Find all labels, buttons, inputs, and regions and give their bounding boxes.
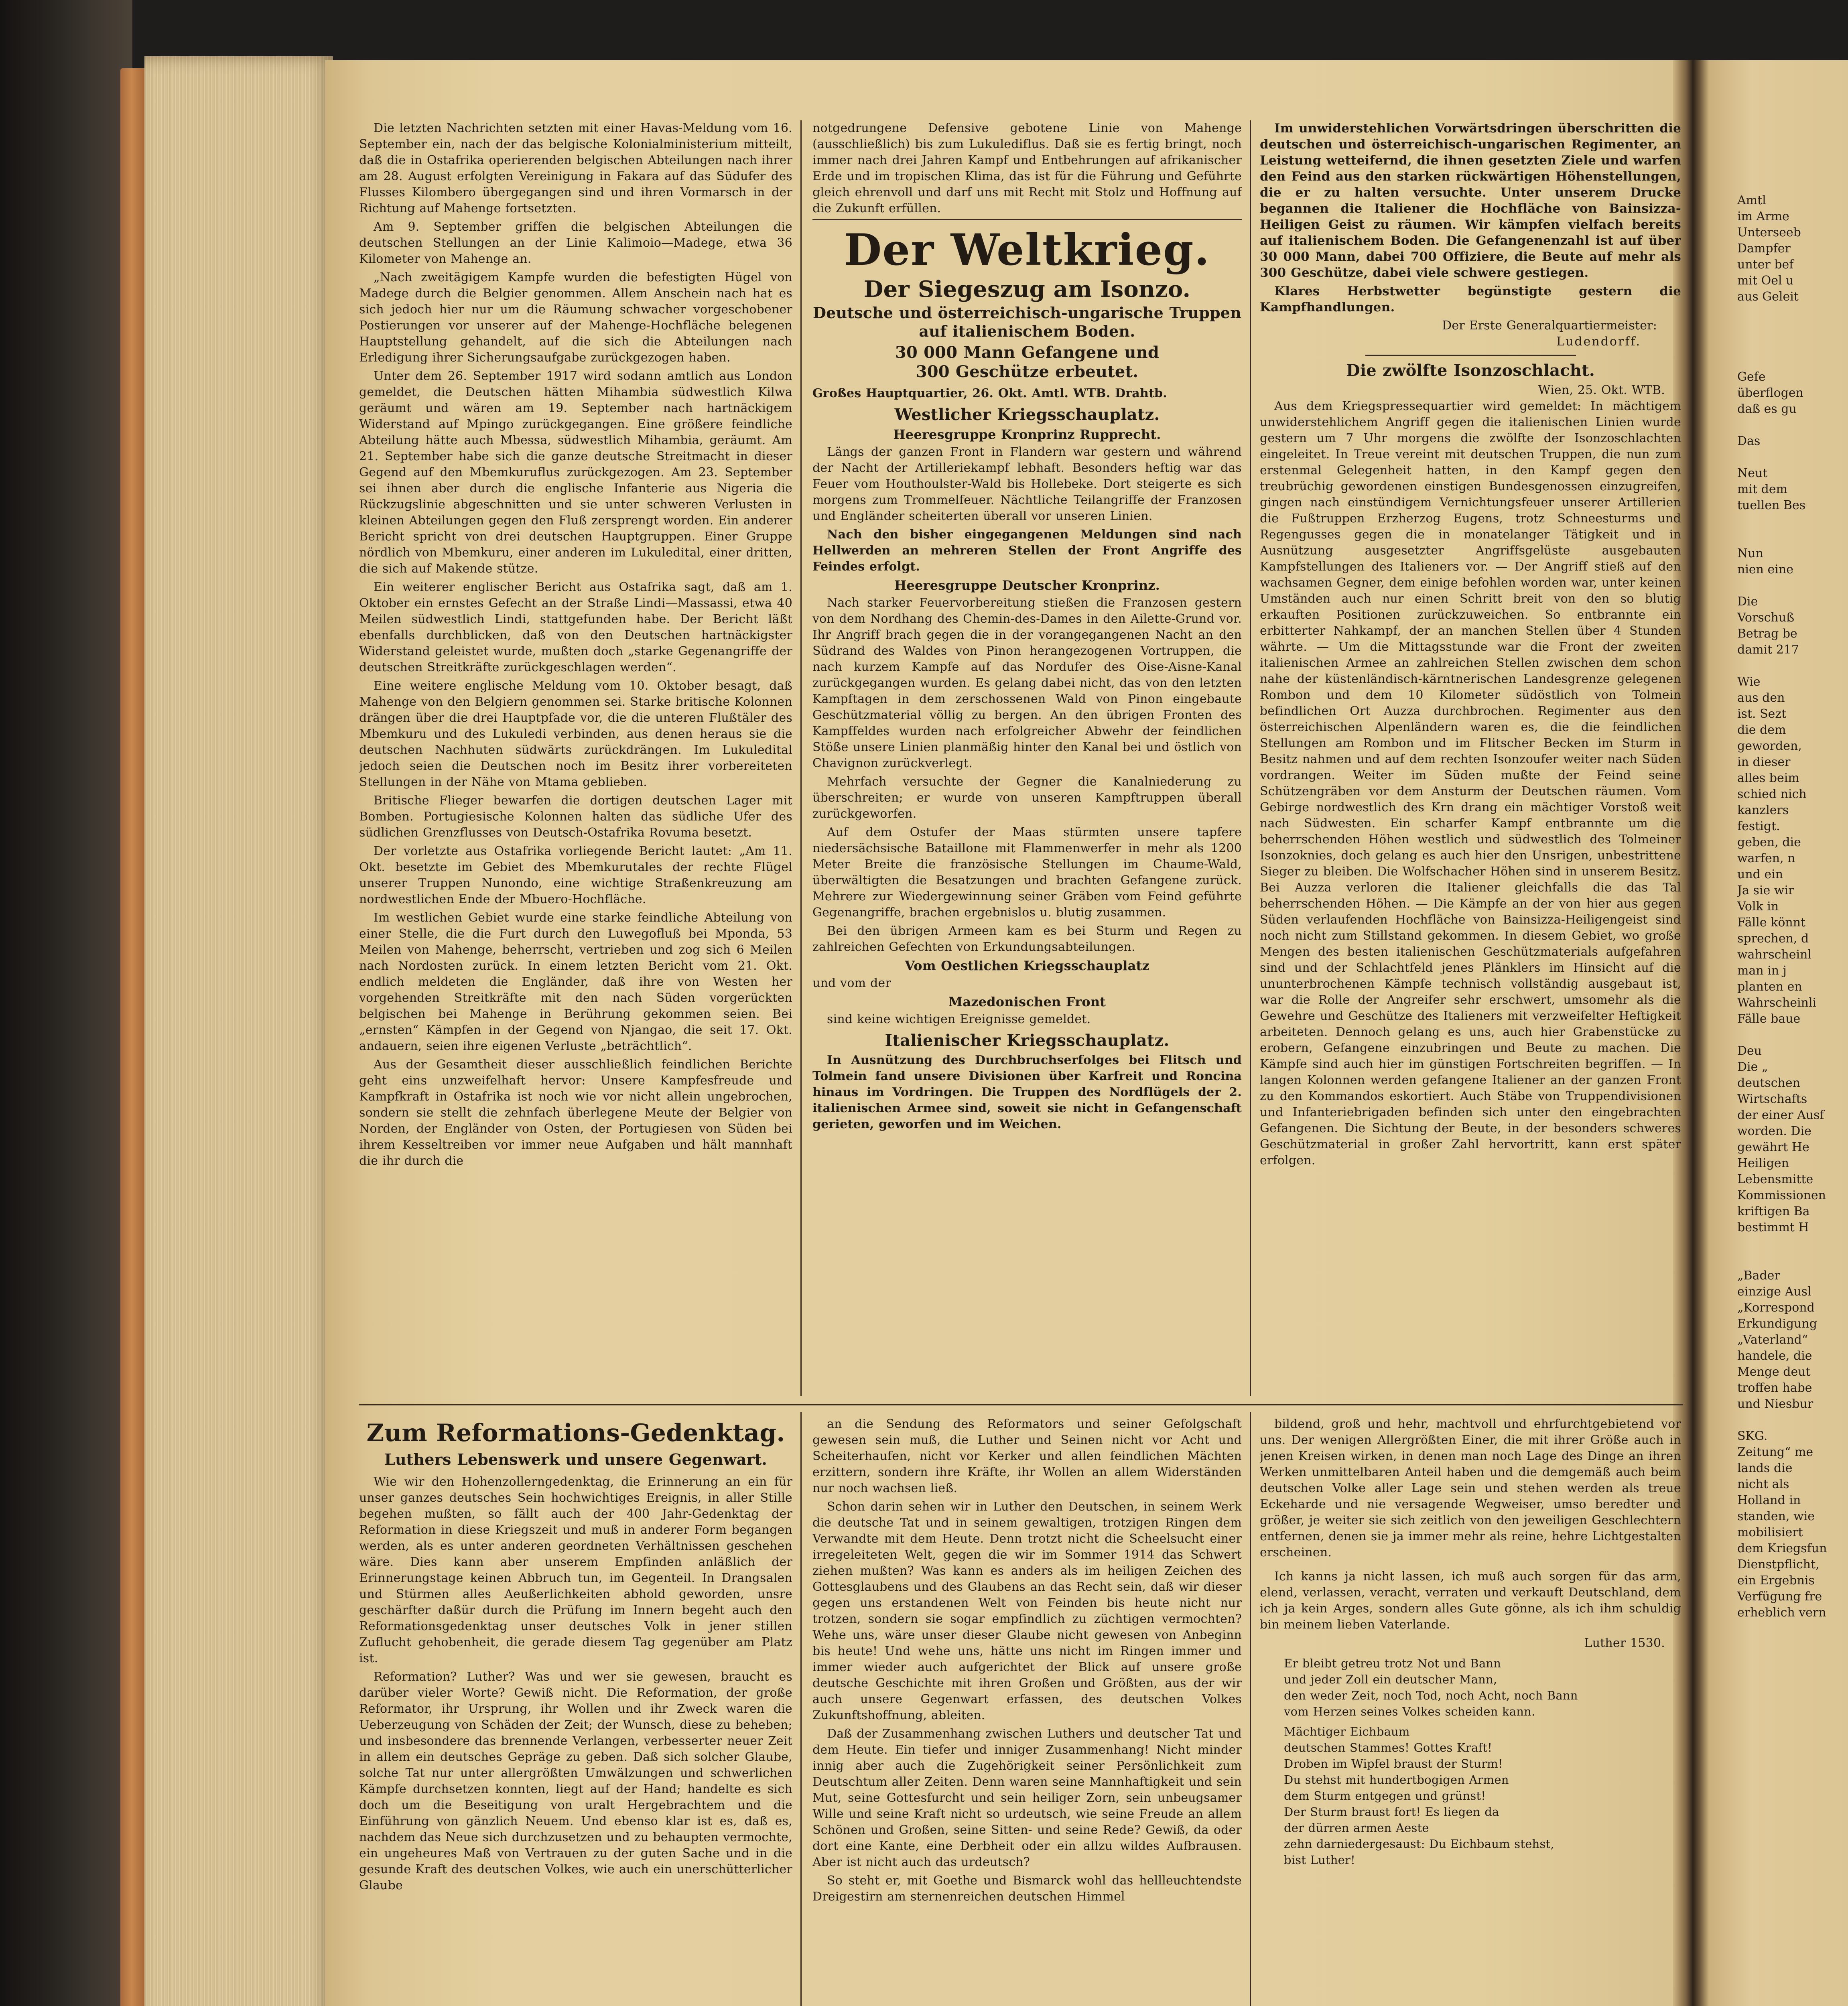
fragment-line: geben, die xyxy=(1737,835,1801,849)
poem-line: dem Sturm entgegen und grünst! xyxy=(1284,1789,1486,1803)
poem-line: den weder Zeit, noch Tod, noch Acht, noch Bann xyxy=(1284,1689,1578,1702)
paragraph: Schon darin sehen wir in Luther den Deutschen, in seinem Werk die deutsche Tat und in seinem gewaltigen, trotzigen Ringen dem Verwandte mit dem Heute. Denn trotzt nicht die Scheelsucht einer irregeleiteten Welt, gegen die wir im Sommer 1914 das Schwert ziehen mußten? Was kann es anders als im heiligen Zeichen des Gottesglaubens und des Glaubens an das Recht sein, daß wir dieser gegen uns erstandenen Welt von Feinden bis heute nicht nur trotzen, sondern sie sogar empfindlich zu züchtigen vermochten? Wehe uns, wäre unser dieser Glaube nicht gewesen von Anbeginn bis heute! Und wehe uns, hätte uns nicht im Ringen immer und immer wieder auch aufgerichtet der Blick auf unsere große deutsche Geschichte mit ihren Großen und Größten, aus der wir auch unsere Gegenwart erfassen, des deutschen Volkes Zukunftshoffnung, ableiten. xyxy=(812,1500,1242,1722)
fragment-line: Kommissionen xyxy=(1737,1188,1826,1202)
reformation-column-a xyxy=(359,1416,792,2006)
fragment-line: bestimmt H xyxy=(1737,1220,1809,1234)
fragment-line xyxy=(1737,449,1848,465)
poem-line: und jeder Zoll ein deutscher Mann, xyxy=(1284,1673,1497,1686)
fragment-line: und ein xyxy=(1737,867,1783,881)
fragment-line: dem Kriegsfun xyxy=(1737,1541,1827,1555)
fragment-line: Lebensmitte xyxy=(1737,1172,1813,1186)
fragment-line: Zeitung“ me xyxy=(1737,1445,1813,1459)
quote-source: Luther 1530. xyxy=(1584,1636,1665,1650)
fragment-line: mit Oel u xyxy=(1737,274,1794,288)
fragment-line: Das xyxy=(1737,434,1761,448)
connector-text: und vom der xyxy=(812,976,891,990)
column-rule xyxy=(800,1412,802,2006)
fragment-line: worden. Die xyxy=(1737,1124,1811,1138)
fragment-line: unter bef xyxy=(1737,258,1794,272)
fragment-line: Amtl xyxy=(1737,193,1766,207)
fragment-line: wahrscheinl xyxy=(1737,948,1812,962)
signature-title: Der Erste Generalquartiermeister: xyxy=(1442,319,1657,333)
poem-line: Mächtiger Eichbaum xyxy=(1284,1725,1410,1738)
fragment-line xyxy=(1737,1236,1848,1252)
fragment-line: „Bader xyxy=(1737,1269,1780,1283)
paragraph: Der vorletzte aus Ostafrika vorliegende Bericht lautet: „Am 11. Okt. besetzte im Gebiet des Mbemkurutales der rechte Flügel unserer Truppen Nunondo, eine wichtige Straßenkreuzung am nordwestlichen Ende der Mbuero-Hochfläche. xyxy=(359,844,792,906)
fragment-line xyxy=(1737,1412,1848,1428)
fragment-line: ein Ergebnis xyxy=(1737,1574,1815,1588)
italian-report: In Ausnützung des Durchbruchserfolges bei Flitsch und Tolmein fand unsere Divisionen über Karfreit und Roncina hinaus im Vordringen. Die Truppen des Nordflügels der 2. italienischen Armee sind, soweit sie nicht in Gefangenschaft gerieten, geworfen und im Weichen. xyxy=(812,1053,1242,1131)
reformation-column-c xyxy=(1260,1416,1681,2006)
book-spine xyxy=(0,0,132,2006)
subheadline: Deutsche und österreichisch-ungarische Truppen auf italienischem Boden. xyxy=(813,304,1241,340)
fragment-line: mit dem xyxy=(1737,482,1788,496)
fragment-line: festigt. xyxy=(1737,819,1780,833)
army-group-heading: Heeresgruppe Deutscher Kronprinz. xyxy=(894,578,1160,593)
fragment-line: Wahrscheinli xyxy=(1737,996,1817,1010)
poem-line: Du stehst mit hundertbogigen Armen xyxy=(1284,1773,1509,1787)
fragment-line: daß es gu xyxy=(1737,402,1797,416)
section-divider xyxy=(359,1404,1683,1405)
fragment-line: einzige Ausl xyxy=(1737,1285,1811,1299)
fragment-line: Fälle könnt xyxy=(1737,916,1806,930)
fragment-line: kriftigen Ba xyxy=(1737,1204,1810,1218)
fragment-line: kanzlers xyxy=(1737,803,1789,817)
page-edges xyxy=(144,56,333,2006)
fragment-line: gewährt He xyxy=(1737,1140,1809,1154)
army-group-report: Auf dem Ostufer der Maas stürmten unsere tapfere niedersächsische Bataillone mit Flammenwerfer in mehr als 1200 Meter Breite die französische Stellungen im Chaume-Wald, überwältigten die Besatzungen und brachten Gefangene zurück. Mehrere zur Wiedergewinnung seiner Gräben vom Feind geführte Gegenangriffe, brachen ergebnislos u. blutig zusammen. xyxy=(812,825,1242,920)
fragment-line: Ja sie wir xyxy=(1737,883,1794,897)
paragraph: Wie wir den Hohenzollerngedenktag, die Erinnerung an ein für unser ganzes deutsches Sein hochwichtiges Ereignis, in aller Stille begehen mußten, so fällt auch der 400 Jahr-Gedenktag der Reformation in diese Kriegszeit und muß in anderer Form begangen werden, als es unter anderen geordneten Verhältnissen geschehen wäre. Dies kann aber unserem Empfinden anläßlich der Erinnerungstage keinen Abbruch tun, im Gegenteil. In Drangsalen und Stürmen alles Aeußerlichkeiten abhold geworden, unsre geschärfter daßür durch die Prüfung im Innern begeht auch den Reformationsgedenktag unser deutsches Volk in jener stillen Zuflucht gehobenheit, die gerade diesem Tag gegenüber am Platz ist. xyxy=(359,1475,792,1665)
fragment-line: Dampfer xyxy=(1737,242,1791,256)
fragment-line: Erkundigung xyxy=(1737,1317,1817,1331)
dateline: Großes Hauptquartier, 26. Okt. Amtl. WTB. Drahtb. xyxy=(812,386,1167,400)
fragment-line xyxy=(1737,1027,1848,1043)
fragment-line: überflogen xyxy=(1737,386,1803,400)
poem-line: zehn darniedergesaust: Du Eichbaum stehst, xyxy=(1284,1837,1554,1851)
fragment-line: handele, die xyxy=(1737,1349,1812,1363)
army-group-bold-report: Nach den bisher eingegangenen Meldungen sind nach Hellwerden an mehreren Stellen der Front Angriffe des Feindes erfolgt. xyxy=(812,528,1242,574)
fragment-line: die dem xyxy=(1737,723,1786,737)
army-group-report: Nach starker Feuervorbereitung stießen die Franzosen gestern von dem Nordhang des Chemin-des-Dames in den Ailette-Grund vor. Ihr Angriff brach gegen die in der vorangegangenen Nacht an den Südrand des Waldes von Pinon herangezogenen Vortruppen, die nach kurzem Kampfe auf das Nordufer des Oise-Aisne-Kanal zurückgegangen wurden. Es gelang dabei nicht, das von den letzten Kampftagen in dem zerschossenen Wald von Pinon eingebaute Geschützmaterial völlig zu bergen. An den übrigen Fronten des Kampffeldes wurden nach erfolgreicher Abwehr der feindlichen Stöße unsere Linien planmäßig hinter den Kanal bei und östlich von Chavignon zurückverlegt. xyxy=(812,596,1242,770)
fragment-line: aus Geleit xyxy=(1737,290,1799,304)
east-front-heading: Vom Oestlichen Kriegsschauplatz xyxy=(905,958,1149,973)
fragment-line xyxy=(1737,514,1848,530)
fragment-line: im Arme xyxy=(1737,209,1789,223)
paragraph: Aus der Gesamtheit dieser ausschließlich feindlichen Berichte geht eins unzweifelhaft hervor: Unsere Kampfesfreude und Kampfkraft in Ostafrika ist noch wie vor nicht allein ungebrochen, sondern sie stellt die zehnfach überlegene Meute der Belgier von Norden, der Engländer von Osten, der Portugiesen von Süden bei ihrem Kesseltreiben vor immer neue Aufgaben und hält mannhaft die ihr durch die xyxy=(359,1058,792,1168)
fragment-line: Neut xyxy=(1737,466,1768,480)
masthead: Der Weltkrieg. xyxy=(844,225,1210,275)
fragment-line: Menge deut xyxy=(1737,1365,1811,1379)
column-rule xyxy=(1250,1412,1251,2006)
fragment-line: warfen, n xyxy=(1737,851,1795,865)
poem-line: Er bleibt getreu trotz Not und Bann xyxy=(1284,1657,1501,1670)
poem-eichbaum xyxy=(1284,1724,1681,1868)
poem-line: der dürren armen Aeste xyxy=(1284,1821,1429,1835)
fragment-line xyxy=(1737,1252,1848,1268)
fragment-line: und Niesbur xyxy=(1737,1397,1813,1411)
fragment-line: Verfügung fre xyxy=(1737,1590,1822,1604)
paragraph: So steht er, mit Goethe und Bismarck wohl das hellleuchtendste Dreigestirn am sternenreichen deutschen Himmel xyxy=(812,1874,1242,1904)
paragraph: Am 9. September griffen die belgischen Abteilungen die deutschen Stellungen an der Linie Kalimoio—Madege, etwa 36 Kilometer von Mahenge an. xyxy=(359,220,792,266)
poem-line: bist Luther! xyxy=(1284,1853,1355,1867)
fragment-line xyxy=(1737,305,1848,321)
fragment-line: aus den xyxy=(1737,691,1785,705)
fragment-line: planten en xyxy=(1737,980,1802,994)
fragment-line: standen, wie xyxy=(1737,1509,1815,1523)
fragment-line: Vorschuß xyxy=(1737,611,1795,625)
fragment-line xyxy=(1737,658,1848,674)
fragment-line: Die „ xyxy=(1737,1060,1768,1074)
fragment-line: mobilisiert xyxy=(1737,1525,1803,1539)
fragment-line: geworden, xyxy=(1737,739,1802,753)
poem-line: Droben im Wipfel braust der Sturm! xyxy=(1284,1757,1503,1770)
army-group-report: Bei den übrigen Armeen kam es bei Sturm und Regen zu zahlreichen Gefechten von Erkundungsabteilungen. xyxy=(812,924,1242,954)
fragment-line: SKG. xyxy=(1737,1429,1768,1443)
macedonian-report: sind keine wichtigen Ereignisse gemeldet. xyxy=(827,1012,1091,1026)
fragment-line: Nun xyxy=(1737,546,1763,560)
fragment-line: nicht als xyxy=(1737,1477,1789,1491)
weltkrieg-column xyxy=(812,120,1242,1396)
reformation-subheading: Luthers Lebenswerk und unsere Gegenwart. xyxy=(384,1450,767,1468)
italian-front-heading: Italienischer Kriegsschauplatz. xyxy=(885,1031,1170,1050)
fragment-line: Die xyxy=(1737,595,1758,609)
fragment-line xyxy=(1737,353,1848,369)
fragment-line: Fälle baue xyxy=(1737,1012,1801,1026)
east-africa-column xyxy=(359,120,792,1412)
fragment-line: Gefe xyxy=(1737,370,1766,384)
paragraph: „Nach zweitägigem Kampfe wurden die befestigten Hügel von Madege durch die Belgier genommen. Allem Anschein nach hat es sich jedoch hier nur um die Räumung schwacher vorgeschobener Postierungen vor unserer auf der Mahenge-Hochfläche belegenen Hauptstellung gehandelt, auf die sich die Abteilungen nach Erledigung ihrer Sicherungsaufgabe zurückgezogen haben. xyxy=(359,270,792,365)
fragment-line xyxy=(1737,337,1848,353)
fragment-line xyxy=(1737,530,1848,546)
poem-line: vom Herzen seines Volkes scheiden kann. xyxy=(1284,1705,1535,1718)
paragraph: Reformation? Luther? Was und wer sie gewesen, braucht es darüber vieler Worte? Gewiß nicht. Die Reformation, der große Reformator, ihr Ursprung, ihr Wollen und ihr Zweck waren die Ueberzeugung von Schäden der Zeit; der Wunsch, diese zu beheben; und insbesondere das brennende Verlangen, verbesserter neuer Zeit in allem ein deutsches Gepräge zu geben. Daß sich solcher Glaube, solche Tat nur unter allergrößten Umwälzungen und schwerlichen Kämpfe durchsetzen konnten, liegt auf der Hand; handelte es sich doch um die Beseitigung von uralt Hergebrachtem und die Einführung von gänzlich Neuem. Und ebenso klar ist es, daß es, nachdem das Neue sich durchzusetzen und zu behaupten vermochte, ein ungeheures Maß von Vertrauen zu der guten Sache und in die gesunde Kraft des deutschen Volkes, wie auch ein unerschütterlicher Glaube xyxy=(359,1670,792,1892)
fragment-line: man in j xyxy=(1737,964,1787,978)
fragment-line: lands die xyxy=(1737,1461,1793,1475)
adjacent-page-text xyxy=(1737,193,1848,2006)
isonzo-column xyxy=(1260,120,1681,1396)
paragraph: Unter dem 26. September 1917 wird sodann amtlich aus London gemeldet, die Deutschen hätten Mihambia südwestlich Kilwa geräumt und wären am 19. September nach hartnäckigem Widerstand auf Mpingo zurückgegangen. Eine größere feindliche Abteilung hätte auch Mbessa, südwestlich Mihambia, geräumt. Am 21. September habe sich die ganze deutsche Streitmacht in dieser Gegend auf den Mbemkuruflus zurückgezogen. Am 23. September sei ihnen aber durch die englische Infanterie aus Nigeria die Rückzugslinie abgeschnitten und sie unter schweren Verlusten in kleinen Abteilungen gegen den Fluß zersprengt worden. Ein anderer Bericht spricht von drei deutschen Hauptgruppen. Einer Gruppe nördlich von Mbemkuru, einer anderen im Lukuledital, einer dritten, die sich auf Makende stütze. xyxy=(359,369,792,576)
fragment-line: „Korrespond xyxy=(1737,1301,1815,1315)
fragment-line: „Vaterland“ xyxy=(1737,1333,1808,1347)
paragraph: bildend, groß und hehr, machtvoll und ehrfurchtgebietend vor uns. Der wenigen Allergrößten Einer, die mit ihrer Größe auch in jenen Kreisen wirken, in denen man noch Lage des Dinge an ihren Werken unmittelbaren Anteil haben und die demgemäß auch beim deutschen Volke aller Lage sein und stehen werden als treue Eckeharde und nie versagende Wegweiser, umso beredter und größer, je weiter sie sich zeitlich von den jeweiligen Geschlechtern entfernen, denen sie ja immer mehr als reine, hehre Lichtgestalten erscheinen. xyxy=(1260,1417,1681,1559)
battle-report: Aus dem Kriegspressequartier wird gemeldet: In mächtigem unwiderstehlichem Angriff gegen die italienischen Linien wurde gestern um 7 Uhr morgens die zwölfte der Isonzoschlachten eingeleitet. In Treue vereint mit deutschen Truppen, die nun zum erstenmal Gelegenheit hatten, in den Kampf gegen den treubrüchig gewordenen einstigen Bundesgenossen einzugreifen, gingen nach einstündigem Vernichtungsfeuer unserer Artillerien die Fußtruppen Erzherzog Eugens, trotz Schneesturms und Regengusses gegen die in monatelanger Tätigkeit und in Ausnützung ausgesetzter Angriffsgelüste ausgebauten Kampfstellungen des Italieners vor. — Der Angriff stieß auf den wachsamen Gegner, dem einige befohlen worden war, unter keinen Umständen auch nur einen Schritt breit von den so blutig erkauften Positionen zurückzuweichen. So entbrannte ein erbitterter Nahkampf, der an manchen Stellen über 4 Stunden währte. — Um die Mittagsstunde war die Front der zweiten italienischen Armee an zahlreichen Stellen zwischen dem schon nahe der küstenländisch-kärntnerischen Landesgrenze gelegenen Rombon und dem 10 Kilometer südöstlich von Tolmein befindlichen Ort Auzza durchbrochen. Regimenter aus den österreichischen Alpenländern waren es, die die feindlichen Stellungen am Rombon und im Flitscher Becken im Sturm in Besitz nahmen und auf dem rechten Isonzoufer weiter nach Süden vordrangen. Weiter im Süden mußte der Feind seine Schützengräben vor dem Ansturm der Deutschen räumen. Vom Gebirge nordwestlich des Krn drang ein mächtiger Vorstoß weit nach Südwesten. Ein scharfer Kampf entbrannte um die beherrschenden Höhen westlich und südwestlich des Tolmeiner Isonzoknies, doch gelang es auch hier den Unsrigen, unbestrittene Sieger zu bleiben. Die Wolfschacher Höhen sind in unserem Besitz. Bei Auzza verloren die Italiener gleichfalls die das Tal beherrschenden Höhen. — Die Kämpfe an der von hier aus gegen Süden verlaufenden Hochfläche von Bainsizza-Heiligengeist sind noch nicht zum Stillstand gekommen. In diesem Gebiet, wo große Mengen des besten italienischen Geschützmaterials aufgefahren sind und der Schlachtfeld jenes Plänklers im Hinsicht auf die ununterbrochenen Kämpfe technisch vollständig ausgebaut ist, war die Rolle der Angreifer sehr erschwert, umsomehr als die Gewehre und Geschütze des Italieners mit verzweifelter Heftigkeit arbeiteten. Dennoch gelang es uns, auch hier Grabenstücke zu erobern, Gefangene einzubringen und Beute zu machen. Die Kämpfe sind auch hier im günstigen Fortschreiten begriffen. — In langen Kolonnen werden gefangene Italiener an der ganzen Front zu den Kommandos eskortiert. Auch Stäbe von Truppendivisionen und Infanteriebrigaden befinden sich unter den eingebrachten Gefangenen. Die Sichtung der Beute, in der besonders schweres Geschützmaterial in großer Zahl hervortritt, kann erst später erfolgen. xyxy=(1260,399,1681,1167)
fragment-line: der einer Ausf xyxy=(1737,1108,1824,1122)
fragment-line: deutschen xyxy=(1737,1076,1800,1090)
weather-note: Klares Herbstwetter begünstigte gestern die Kampfhandlungen. xyxy=(1260,284,1681,315)
fragment-line: tuellen Bes xyxy=(1737,498,1806,512)
continuation-paragraph: notgedrungene Defensive gebotene Linie von Mahenge (ausschließlich) bis zum Lukulediflus. Daß sie es fertig bringt, noch immer nach drei Jahren Kampf und Entbehrungen auf afrikanischer Erde und im tropischen Klima, das ist für die Führung und Geführte gleich ehrenvoll und darf uns mit Recht mit Stolz und Hoffnung auf die Zukunft erfüllen. xyxy=(812,121,1242,215)
battle-dateline: Wien, 25. Okt. WTB. xyxy=(1538,383,1665,397)
fragment-line: damit 217 xyxy=(1737,643,1799,657)
macedonian-front-heading: Mazedonischen Front xyxy=(948,994,1106,1009)
fragment-line: Dienstpflicht, xyxy=(1737,1557,1820,1572)
fragment-line: ist. Sezt xyxy=(1737,707,1787,721)
fragment-line: Holland in xyxy=(1737,1493,1801,1507)
fragment-line: Wie xyxy=(1737,675,1761,689)
fragment-line: Volk in xyxy=(1737,899,1779,914)
fragment-line: troffen habe xyxy=(1737,1381,1812,1395)
army-group-heading: Heeresgruppe Kronprinz Rupprecht. xyxy=(893,427,1161,442)
fragment-line xyxy=(1737,417,1848,433)
fragment-line xyxy=(1737,578,1848,594)
fragment-line: in dieser xyxy=(1737,755,1791,769)
column-rule xyxy=(800,120,802,1396)
luther-quote: Ich kanns ja nicht lassen, ich muß auch sorgen für das arm, elend, verlassen, veracht, verraten und verkauft Deutschland, dem ich ja kein Arges, sondern alles Gute gönne, als ich ihm schuldig bin meinem lieben Vaterlande. xyxy=(1260,1569,1681,1632)
paragraph: Eine weitere englische Meldung vom 10. Oktober besagt, daß Mahenge von den Belgiern genommen sei. Starke britische Kolonnen drängen über die drei Hauptpfade vor, die die unteren Flußtäler des Mbemkuru und des Lukuledi verbinden, aus denen heraus sie die deutschen Nachhuten südwärts zurückdrängen. Im Lukuledital jedoch seien die Deutschen noch im Besitz ihrer vorbereiteten Stellungen in der Nähe von Mtama geblieben. xyxy=(359,679,792,789)
fragment-line: sprechen, d xyxy=(1737,932,1809,946)
fragment-line xyxy=(1737,321,1848,337)
fragment-line: erheblich vern xyxy=(1737,1606,1826,1620)
poem-line: Der Sturm braust fort! Es liegen da xyxy=(1284,1805,1499,1819)
fragment-line: Betrag be xyxy=(1737,627,1797,641)
paragraph: Im westlichen Gebiet wurde eine starke feindliche Abteilung von einer Stelle, die die Furt durch den Luwegofluß bei Mponda, 53 Meilen von Mahenge, beherrscht, vertrieben und zog sich 6 Meilen nach Nordosten zurück. In einem letzten Bericht vom 21. Okt. endlich meldeten die Engländer, daß ihre von Westen her vorgehenden Streitkräfte mit den nach Süden vorgerückten belgischen bei Mahenge in Berührung gekommen seien. Bei „ernsten“ Kämpfen in der Gegend von Njangao, die seit 17. Okt. andauern, seien ihre eigenen Verluste „beträchtlich“. xyxy=(359,911,792,1053)
signature-name: Ludendorff. xyxy=(1556,335,1641,349)
column-rule xyxy=(1250,120,1251,1396)
poem-line: deutschen Stammes! Gottes Kraft! xyxy=(1284,1741,1493,1754)
report-bold-text: Im unwiderstehlichen Vorwärtsdringen überschritten die deutschen und österreichisch-ungarischen Regimenter, an Leistung wetteifernd, die ihnen gesetzten Ziele und warfen den Feind aus den starken rückwärtigen Höhenstellungen, die er zu halten versuchte. Unter unserem Drucke begannen die Italiener die Hochfläche von Bainsizza-Heiligen Geist zu räumen. Wir kämpfen vielfach bereits auf italienischem Boden. Die Gefangenenzahl ist auf über 30 000 Mann, dabei 700 Offiziere, die Beute auf mehr als 300 Geschütze, dabei viele schwere gestiegen. xyxy=(1260,121,1681,280)
reformation-column-b xyxy=(812,1416,1242,2006)
poem-stanza xyxy=(1284,1655,1681,1720)
paragraph: Daß der Zusammenhang zwischen Luthers und deutscher Tat und dem Heute. Ein tiefer und inniger Zusammenhang! Nicht minder innig aber auch die Zugehörigkeit seiner Persönlichkeit zum Deutschtum aller Zeiten. Denn waren seine Mannhaftigkeit und sein Mut, seine Gottesfurcht und sein heiliger Zorn, sein unbeugsamer Wille und seine Kraft nicht so urdeutsch, wie seine Freude an allem Schönen und Großen, seine Sitten- und seine Rede? Gewiß, da oder dort eine Kante, eine Derbheit oder ein allzu wildes Aufbrausen. Aber ist nicht auch das urdeutsch? xyxy=(812,1727,1242,1869)
west-front-heading: Westlicher Kriegsschauplatz. xyxy=(894,405,1160,424)
fragment-line: schied nich xyxy=(1737,787,1807,801)
fragment-line: Heiligen xyxy=(1737,1156,1789,1170)
paragraph: Die letzten Nachrichten setzten mit einer Havas-Meldung vom 16. September ein, nach der das belgische Kolonialministerium mitteilt, daß die in Ostafrika operierenden belgischen Abteilungen nach ihrer am 28. August erfolgten Vereinigung in Fakara auf das Südufer des Flusses Kilombero übergegangen sind und ihren Vormarsch in der Richtung auf Mahenge fortsetzten. xyxy=(359,121,792,215)
prisoner-count: 30 000 Mann Gefangene und 300 Geschütze erbeutet. xyxy=(895,343,1160,381)
army-group-report: Mehrfach versuchte der Gegner die Kanalniederung zu überschreiten; er wurde von unseren Kampftruppen überall zurückgeworfen. xyxy=(812,775,1242,821)
fragment-line: Wirtschafts xyxy=(1737,1092,1807,1106)
paragraph: Ein weiterer englischer Bericht aus Ostafrika sagt, daß am 1. Oktober ein ernstes Gefecht an der Straße Lindi—Massassi, etwa 40 Meilen südwestlich Lindi, stattgefunden habe. Der Bericht läßt ebenfalls durchblicken, daß von den Deutschen hartnäckigster Widerstand geleistet wurde, mußten doch „starke Gegenangriffe der deutschen Streitkräfte zurückgeschlagen werden“. xyxy=(359,580,792,674)
paragraph: Britische Flieger bewarfen die dortigen deutschen Lager mit Bomben. Portugiesische Kolonnen halten das südliche Ufer des südlichen Grenzflusses von Deutsch-Ostafrika Rovuma besetzt. xyxy=(359,794,792,840)
army-group-report: Längs der ganzen Front in Flandern war gestern und während der Nacht der Artilleriekampf lebhaft. Besonders heftig war das Feuer vom Houthoulster-Wald bis Hollebeke. Dort steigerte es sich morgens zum Trommelfeuer. Nächtliche Teilangriffe der Franzosen und Engländer scheiterten überall vor unseren Linien. xyxy=(812,445,1242,523)
reformation-heading: Zum Reformations-Gedenktag. xyxy=(366,1419,785,1447)
fragment-line: Deu xyxy=(1737,1044,1762,1058)
headline: Der Siegeszug am Isonzo. xyxy=(863,276,1191,303)
paragraph: an die Sendung des Reformators und seiner Gefolgschaft gewesen sein muß, die Luther und Seinen nicht vor Acht und Scheiterhaufen, nicht vor Kerker und allen feindlichen Mächten erzittern, sondern ihre Kräfte, ihr Wollen an allem Widerständen nur noch wachsen ließ. xyxy=(812,1417,1242,1495)
battle-heading: Die zwölfte Isonzoschlacht. xyxy=(1346,361,1595,380)
fragment-line: nien eine xyxy=(1737,562,1793,577)
fragment-line: Unterseeb xyxy=(1737,225,1801,240)
fragment-line: alles beim xyxy=(1737,771,1799,785)
